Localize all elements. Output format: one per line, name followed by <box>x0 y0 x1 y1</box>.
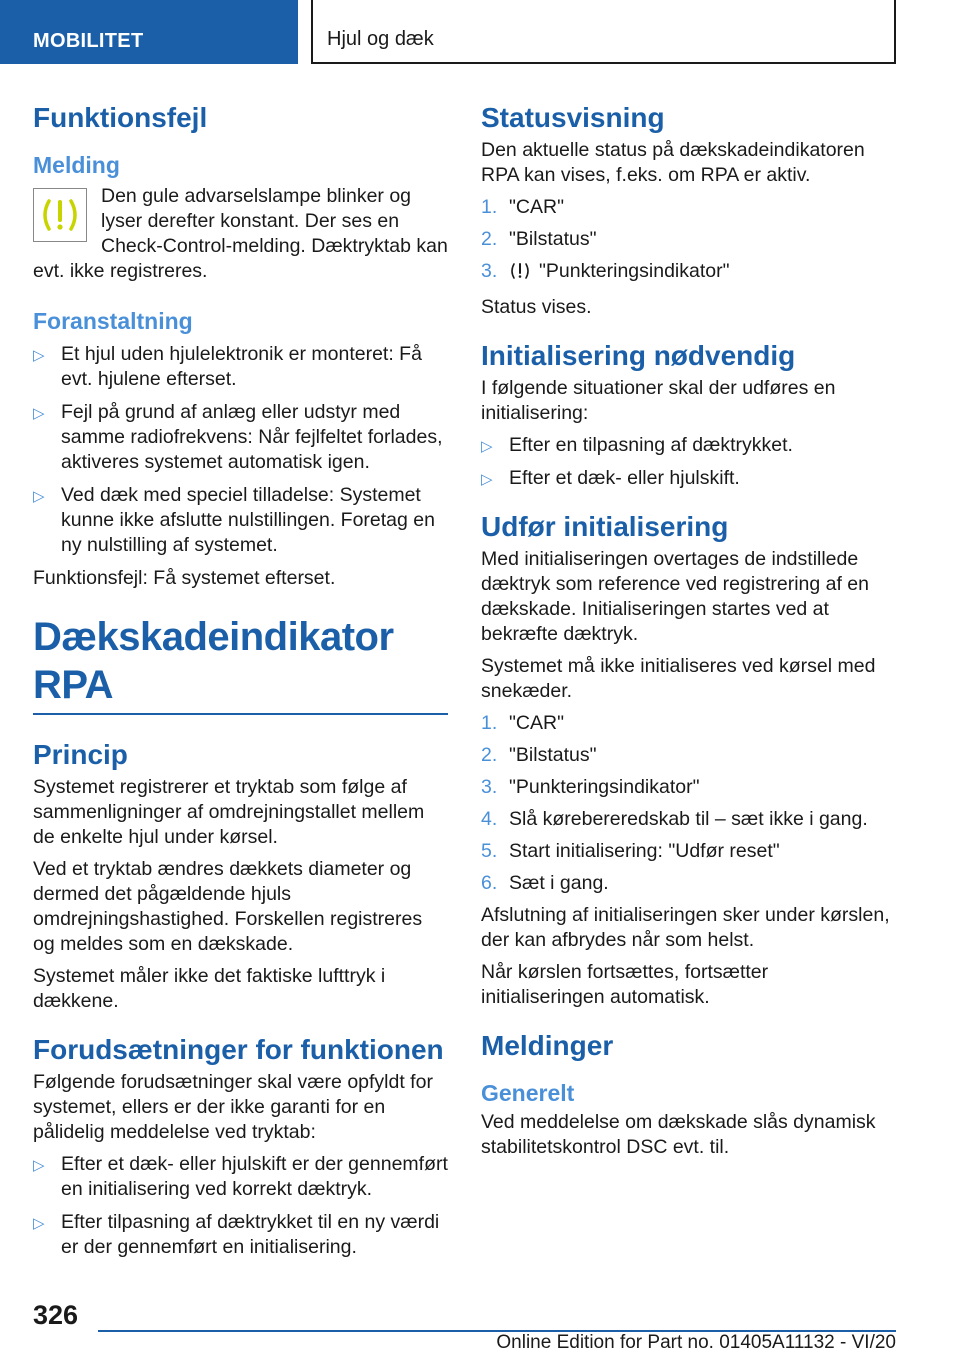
init-needed-paragraph: I følgende situationer skal der udføres en initialisering: <box>481 377 836 424</box>
do-init-paragraph: Når kørslen fortsættes, fortsætter initialiseringen automatisk. <box>481 961 769 1008</box>
list-item: ▷ Fejl på grund af anlæg eller udstyr med samme radiofrekvens: Når fejlfeltet forlades, aktiveres systemet automatisk igen. <box>33 401 443 473</box>
foranstaltning-list <box>33 342 448 558</box>
left-column <box>33 100 448 1268</box>
heading-rpa: Dækskadeindikator RPA <box>33 615 394 707</box>
list-item: 4. Slå kørebereredskab til – sæt ikke i gang. <box>481 808 868 830</box>
section-tab: MOBILITET <box>0 0 298 64</box>
list-item: 6. Sæt i gang. <box>481 872 609 894</box>
princip-paragraph: Systemet registrerer et tryktab som følge af sammenligninger af omdrejningstallet mellem de enkelte hjul under kørsel. <box>33 776 425 848</box>
do-init-steps <box>481 711 896 896</box>
heading-do-init: Udfør initialisering <box>481 511 729 542</box>
do-init-paragraph: Systemet må ikke initialiseres ved kørsel med snekæder. <box>481 655 876 702</box>
status-paragraph: Den aktuelle status på dækskadeindikatoren RPA kan vises, f.eks. om RPA er aktiv. <box>481 139 865 186</box>
list-item: ▷ Efter en tilpasning af dæktrykket. <box>481 433 896 458</box>
heading-princip: Princip <box>33 739 128 770</box>
heading-meldinger: Meldinger <box>481 1030 614 1061</box>
list-item: ▷ Efter et dæk- eller hjulskift. <box>481 466 896 491</box>
triangle-bullet-icon: ▷ <box>33 405 45 422</box>
triangle-bullet-icon: ▷ <box>33 1215 45 1232</box>
princip-paragraph: Ved et tryktab ændres dækkets diameter og dermed det pågældende hjuls omdrejningshastighed. Forskellen registreres og meldes som en dækskade. <box>33 858 423 955</box>
status-steps <box>481 195 896 288</box>
tire-pressure-warning-icon <box>33 188 87 242</box>
triangle-bullet-icon: ▷ <box>33 488 45 505</box>
princip-paragraph: Systemet måler ikke det faktiske lufttryk i dækkene. <box>33 965 386 1012</box>
heading-statusvisning: Statusvisning <box>481 102 665 133</box>
list-item: 2. "Bilstatus" <box>481 228 597 250</box>
forudsaetninger-list <box>33 1152 448 1260</box>
chapter-title: Hjul og dæk <box>311 0 896 64</box>
list-item: ▷ Efter tilpasning af dæktrykket til en ny værdi er der gennemført en initialisering. <box>33 1211 440 1258</box>
right-column <box>481 100 896 1167</box>
heading-funktionsfejl: Funktionsfejl <box>33 102 208 133</box>
do-init-paragraph: Afslutning af initialiseringen sker under kørslen, der kan afbrydes når som helst. <box>481 904 890 951</box>
list-item: 2. "Bilstatus" <box>481 744 597 766</box>
list-item: 1. "CAR" <box>481 712 565 734</box>
list-item: 5. Start initialisering: "Udfør reset" <box>481 840 780 862</box>
heading-init-needed: Initialisering nødvendig <box>481 340 796 371</box>
tire-warning-inline-icon <box>509 261 531 288</box>
list-item: 3. "Punkteringsindikator" <box>481 259 896 288</box>
do-init-paragraph: Med initialiseringen overtages de indstillede dæktryk som reference ved registrering af en dækskade. Initialiseringen startes ved at bekræfte dæktryk. <box>481 548 870 645</box>
list-item: ▷ Et hjul uden hjulelektronik er monteret: Få evt. hjulene efterset. <box>33 343 422 390</box>
list-item: 1. "CAR" <box>481 196 565 218</box>
edition-footer: Online Edition for Part no. 01405A11132 - VI/20 <box>496 1332 896 1353</box>
heading-rule <box>33 713 448 715</box>
melding-text: Den gule advarselslampe blinker og lyser derefter konstant. Der ses en Check-Control-melding. Dæktryktab kan evt. ikke registreres. <box>33 185 448 282</box>
list-item: ▷ Ved dæk med speciel tilladelse: Systemet kunne ikke afslutte nulstillingen. Foretag en ny nulstilling af systemet. <box>33 484 435 556</box>
triangle-bullet-icon: ▷ <box>481 471 493 488</box>
heading-generelt: Generelt <box>481 1080 575 1106</box>
triangle-bullet-icon: ▷ <box>33 347 45 364</box>
fejl-note: Funktionsfejl: Få systemet efterset. <box>33 567 336 589</box>
status-note: Status vises. <box>481 296 592 318</box>
heading-foranstaltning: Foranstaltning <box>33 308 193 334</box>
forudsaetninger-paragraph: Følgende forudsætninger skal være opfyldt for systemet, ellers er der ikke garanti for en pålidelig meddelelse ved tryktab: <box>33 1071 433 1143</box>
heading-melding: Melding <box>33 152 120 178</box>
triangle-bullet-icon: ▷ <box>481 438 493 455</box>
list-item: ▷ Efter et dæk- eller hjulskift er der gennemført en initialisering ved korrekt dæktryk. <box>33 1153 448 1200</box>
heading-forudsaetninger: Forudsætninger for funktionen <box>33 1034 444 1065</box>
init-needed-list <box>481 433 896 491</box>
list-item: 3. "Punkteringsindikator" <box>481 776 700 798</box>
triangle-bullet-icon: ▷ <box>33 1157 45 1174</box>
warning-block <box>33 184 448 284</box>
page-number: 326 <box>33 1300 79 1330</box>
generelt-paragraph: Ved meddelelse om dækskade slås dynamisk stabilitetskontrol DSC evt. til. <box>481 1111 876 1158</box>
